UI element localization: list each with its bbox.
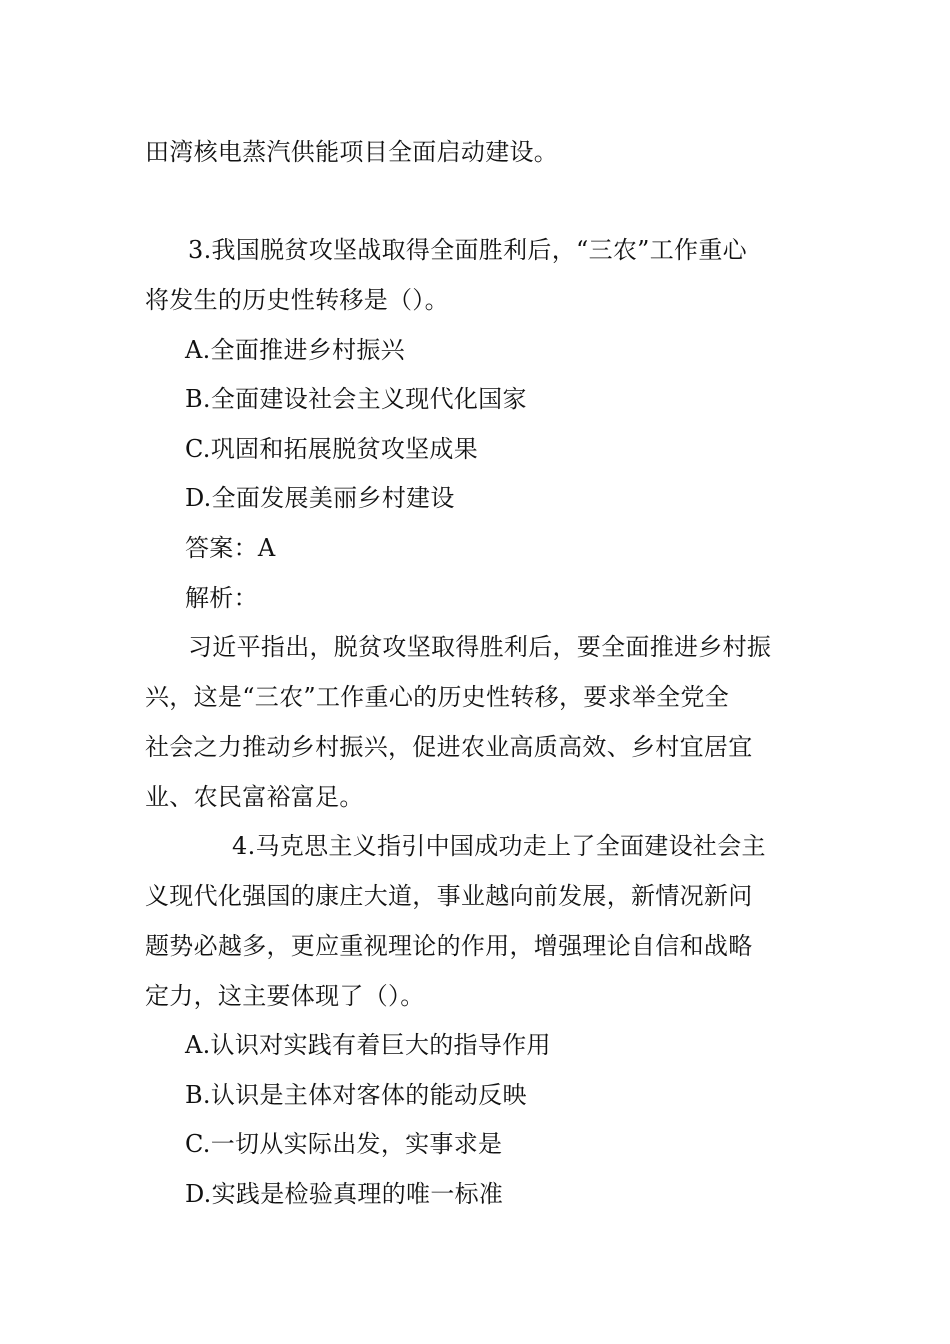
question-4-option-d: D.实践是检验真理的唯一标准 (185, 1180, 504, 1208)
question-4-option-b: B.认识是主体对客体的能动反映 (185, 1081, 527, 1109)
question-3-option-a: A.全面推进乡村振兴 (185, 336, 405, 364)
question-3-option-c: C.巩固和拓展脱贫攻坚成果 (185, 435, 479, 463)
question-3-analysis-label: 解析： (185, 584, 258, 612)
question-4-stem-line-1: 4.马克思主义指引中国成功走上了全面建设社会主 (232, 832, 766, 860)
question-3-analysis-line-4: 业、农民富裕富足。 (145, 783, 364, 811)
question-3-analysis-line-3: 社会之力推动乡村振兴，促进农业高质高效、乡村宜居宜 (145, 733, 753, 761)
question-3-stem-line-1: 3.我国脱贫攻坚战取得全面胜利后，“三农”工作重心 (188, 236, 747, 264)
question-4-stem-line-3: 题势必越多，更应重视理论的作用，增强理论自信和战略 (145, 932, 753, 960)
question-3-analysis-line-1: 习近平指出，脱贫攻坚取得胜利后，要全面推进乡村振 (188, 633, 772, 661)
question-3-option-b: B.全面建设社会主义现代化国家 (185, 385, 527, 413)
question-4-stem-line-2: 义现代化强国的康庄大道，事业越向前发展，新情况新问 (145, 882, 753, 910)
continuation-text: 田湾核电蒸汽供能项目全面启动建设。 (145, 138, 559, 166)
question-4-option-c: C.一切从实际出发，实事求是 (185, 1130, 503, 1158)
question-4-stem-line-4: 定力，这主要体现了（）。 (145, 982, 425, 1010)
question-4-option-a: A.认识对实践有着巨大的指导作用 (185, 1031, 551, 1059)
question-3-stem-line-2: 将发生的历史性转移是（）。 (145, 286, 449, 314)
question-3-option-d: D.全面发展美丽乡村建设 (185, 484, 455, 512)
question-3-analysis-line-2: 兴，这是“三农”工作重心的历史性转移，要求举全党全 (145, 683, 730, 711)
question-3-answer: 答案：A (185, 534, 276, 562)
